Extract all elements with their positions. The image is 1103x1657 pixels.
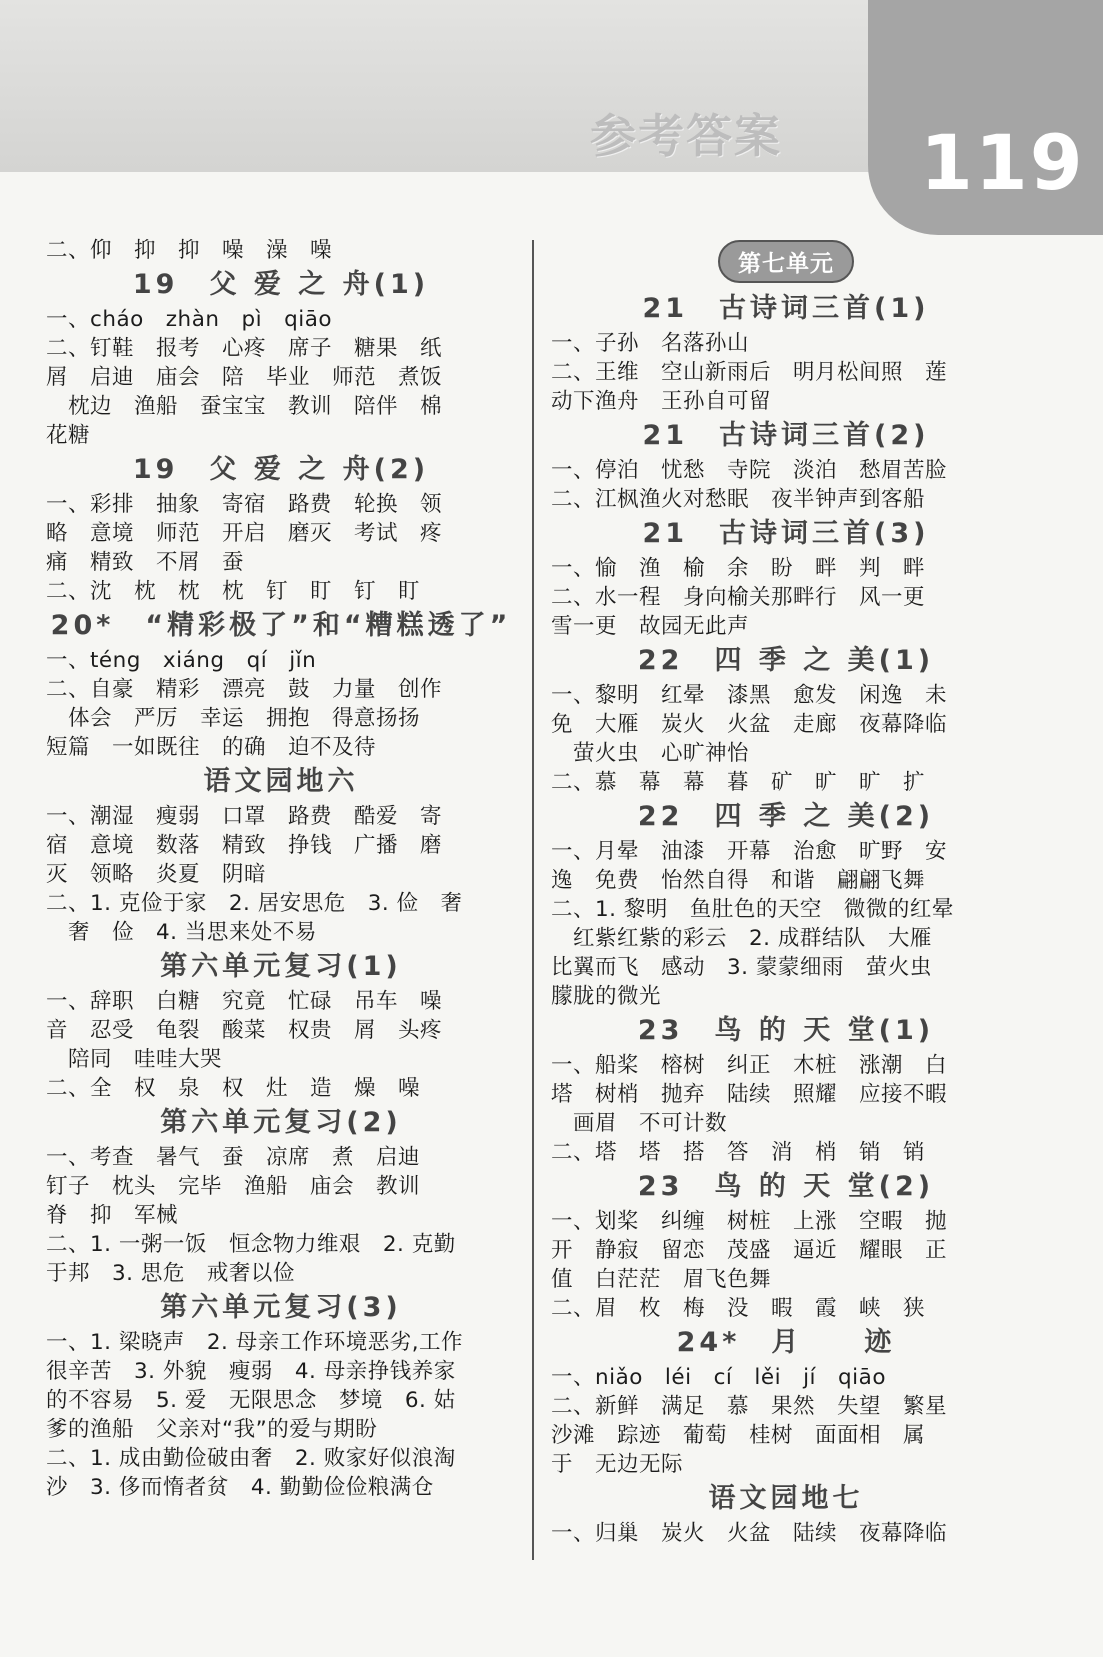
- answer-line: 二、沈 枕 枕 枕 钉 盯 钉 盯: [46, 579, 421, 604]
- answer-line: 的不容易 5. 爱 无限思念 梦境 6. 姑: [46, 1388, 456, 1413]
- unit-badge: 第七单元: [718, 240, 854, 283]
- answer-line: 萤火虫 心旷神怡: [551, 741, 750, 766]
- answer-line: 二、1. 克俭于家 2. 居安思危 3. 俭 奢: [46, 891, 463, 916]
- right-answer-column: [551, 236, 1021, 1548]
- answer-line: 短篇 一如既往 的确 迫不及待: [46, 735, 377, 760]
- answer-line: 一、潮湿 瘦弱 口罩 路费 酷爱 寄: [46, 804, 443, 829]
- answer-line: 二、王维 空山新雨后 明月松间照 莲: [551, 360, 948, 385]
- answer-line: 二、钉鞋 报考 心疼 席子 糖果 纸: [46, 336, 443, 361]
- section-heading: 语文园地六: [203, 766, 359, 797]
- page-number: 119: [920, 118, 1085, 207]
- answer-line: 值 白茫茫 眉飞色舞: [551, 1267, 772, 1292]
- answer-line: 二、塔 塔 搭 答 消 梢 销 销: [551, 1140, 926, 1165]
- section-heading: 第六单元复习(3): [160, 1292, 402, 1323]
- left-answer-column: [46, 236, 516, 1502]
- answer-line: 痛 精致 不屑 蚕: [46, 550, 245, 575]
- answer-line: 灭 领略 炎夏 阴暗: [46, 862, 267, 887]
- answer-line: 一、黎明 红晕 漆黑 愈发 闲逸 未: [551, 683, 948, 708]
- answer-line: 沙 3. 侈而惰者贫 4. 勤勤俭俭粮满仓: [46, 1475, 434, 1500]
- unit-title-wrap: [551, 240, 1021, 283]
- answer-line: 二、江枫渔火对愁眠 夜半钟声到客船: [551, 487, 926, 512]
- answer-line: 体会 严厉 幸运 拥抱 得意扬扬: [46, 706, 421, 731]
- answer-line: 二、1. 黎明 鱼肚色的天空 微微的红晕: [551, 897, 954, 922]
- answer-line: 奢 俭 4. 当思来处不易: [46, 920, 317, 945]
- answer-line: 很辛苦 3. 外貌 瘦弱 4. 母亲挣钱养家: [46, 1359, 456, 1384]
- answer-line: 逸 免费 怡然自得 和谐 翩翩飞舞: [551, 868, 926, 893]
- answer-line: 一、月晕 油漆 开幕 治愈 旷野 安: [551, 839, 948, 864]
- answer-line: 开 静寂 留恋 茂盛 逼近 耀眼 正: [551, 1238, 948, 1263]
- answer-line: 脊 抑 军械: [46, 1203, 179, 1228]
- section-heading: 21 古诗词三首(3): [642, 518, 930, 549]
- answer-line: 屑 启迪 庙会 陪 毕业 师范 煮饭: [46, 365, 443, 390]
- answer-line: 二、新鲜 满足 慕 果然 失望 繁星: [551, 1394, 948, 1419]
- section-heading: 19 父 爱 之 舟(1): [132, 269, 430, 300]
- section-heading: 23 鸟 的 天 堂(1): [637, 1015, 935, 1046]
- answer-line: 于邦 3. 思危 戒奢以俭: [46, 1261, 295, 1286]
- answer-line: 一、考查 暑气 蚕 凉席 煮 启迪: [46, 1145, 421, 1170]
- column-divider: [532, 240, 534, 1560]
- section-heading: 24* 月 迹: [676, 1327, 896, 1358]
- section-heading: 23 鸟 的 天 堂(2): [637, 1171, 935, 1202]
- answer-line: 一、划桨 纠缠 树桩 上涨 空暇 抛: [551, 1209, 948, 1234]
- section-heading: 20* “精彩极了”和“糟糕透了”: [50, 610, 512, 641]
- answer-line: 画眉 不可计数: [551, 1111, 728, 1136]
- answer-line: 二、水一程 身向榆关那畔行 风一更: [551, 585, 926, 610]
- answer-line: 雪一更 故园无此声: [551, 614, 750, 639]
- answer-line: 一、子孙 名落孙山: [551, 331, 750, 356]
- answer-line: 塔 树梢 抛弃 陆续 照耀 应接不暇: [551, 1082, 948, 1107]
- answer-line: 一、船桨 榕树 纠正 木桩 涨潮 白: [551, 1053, 948, 1078]
- header-title: 参考答案: [590, 109, 782, 163]
- answer-line: 陪同 哇哇大哭: [46, 1047, 223, 1072]
- answer-line: 一、niǎo léi cí lěi jí qiāo: [551, 1365, 886, 1390]
- section-heading: 19 父 爱 之 舟(2): [132, 454, 430, 485]
- section-heading: 语文园地七: [708, 1483, 864, 1514]
- answer-line: 一、1. 梁晓声 2. 母亲工作环境恶劣,工作: [46, 1330, 464, 1355]
- answer-line: 免 大雁 炭火 火盆 走廊 夜幕降临: [551, 712, 948, 737]
- answer-line: 一、辞职 白糖 究竟 忙碌 吊车 噪: [46, 989, 443, 1014]
- answer-line: 二、仰 抑 抑 噪 澡 噪: [46, 238, 333, 263]
- answer-line: 花糖: [46, 423, 91, 448]
- answer-line: 二、眉 枚 梅 没 暇 霞 峡 狭: [551, 1296, 926, 1321]
- answer-line: 二、自豪 精彩 漂亮 鼓 力量 创作: [46, 677, 443, 702]
- answer-line: 略 意境 师范 开启 磨灭 考试 疼: [46, 521, 443, 546]
- answer-line: 一、愉 渔 榆 余 盼 畔 判 畔: [551, 556, 926, 581]
- section-heading: 21 古诗词三首(2): [642, 420, 930, 451]
- answer-line: 红紫红紫的彩云 2. 成群结队 大雁: [551, 926, 932, 951]
- answer-line: 一、téng xiáng qí jǐn: [46, 648, 317, 673]
- section-heading: 21 古诗词三首(1): [642, 293, 930, 324]
- answer-line: 一、彩排 抽象 寄宿 路费 轮换 领: [46, 492, 443, 517]
- answer-line: 二、全 权 泉 权 灶 造 燥 噪: [46, 1076, 421, 1101]
- answer-line: 沙滩 踪迹 葡萄 桂树 面面相 属: [551, 1423, 926, 1448]
- answer-line: 二、慕 幕 幕 暮 矿 旷 旷 扩: [551, 770, 926, 795]
- section-heading: 22 四 季 之 美(2): [637, 801, 935, 832]
- answer-line: 音 忍受 龟裂 酸菜 权贵 屑 头疼: [46, 1018, 443, 1043]
- answer-line: 枕边 渔船 蚕宝宝 教训 陪伴 棉: [46, 394, 443, 419]
- section-heading: 22 四 季 之 美(1): [637, 645, 935, 676]
- answer-line: 于 无边无际: [551, 1452, 684, 1477]
- answer-line: 二、1. 一粥一饭 恒念物力维艰 2. 克勤: [46, 1232, 456, 1257]
- answer-line: 朦胧的微光: [551, 984, 662, 1009]
- section-heading: 第六单元复习(1): [160, 951, 402, 982]
- answer-line: 一、归巢 炭火 火盆 陆续 夜幕降临: [551, 1521, 948, 1546]
- answer-line: 宿 意境 数落 精致 挣钱 广播 磨: [46, 833, 443, 858]
- answer-line: 二、1. 成由勤俭破由奢 2. 败家好似浪淘: [46, 1446, 456, 1471]
- answer-line: 比翼而飞 感动 3. 蒙蒙细雨 萤火虫: [551, 955, 932, 980]
- answer-line: 一、cháo zhàn pì qiāo: [46, 307, 333, 332]
- answer-line: 一、停泊 忧愁 寺院 淡泊 愁眉苦脸: [551, 458, 948, 483]
- section-heading: 第六单元复习(2): [160, 1107, 402, 1138]
- answer-line: 钉子 枕头 完毕 渔船 庙会 教训: [46, 1174, 421, 1199]
- answer-line: 爹的渔船 父亲对“我”的爱与期盼: [46, 1417, 378, 1442]
- answer-line: 动下渔舟 王孙自可留: [551, 389, 772, 414]
